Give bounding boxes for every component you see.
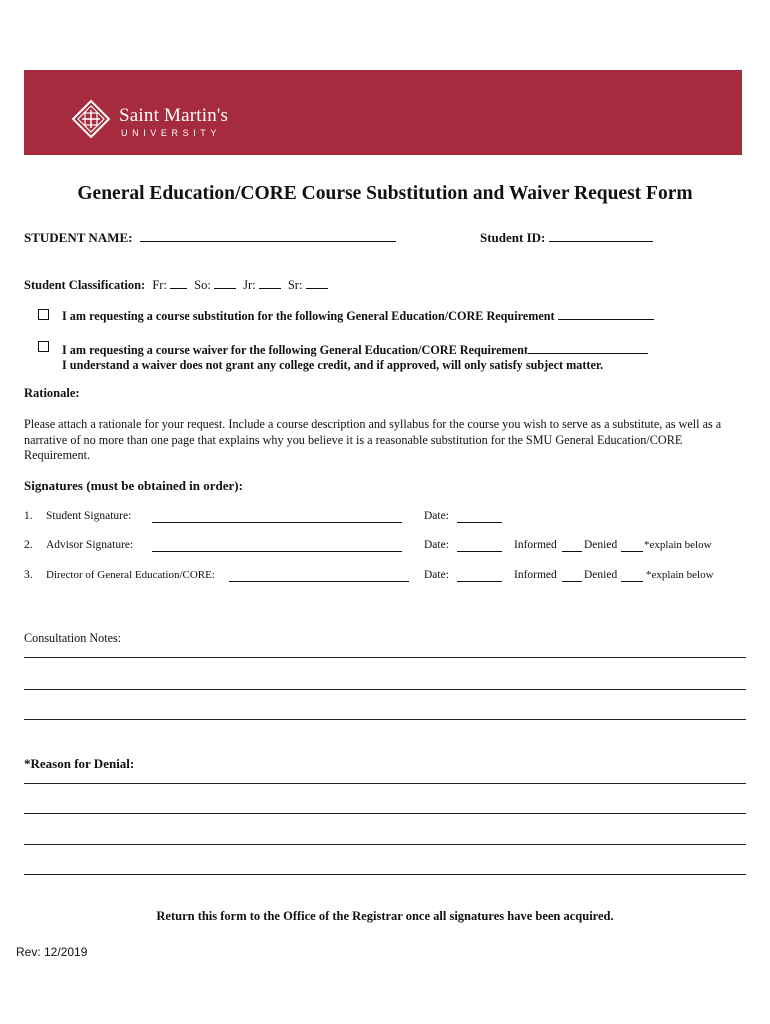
advisor-explain-note: *explain below (644, 539, 712, 551)
director-date-label: Date: (424, 569, 449, 581)
class-option-sr: Sr: (287, 278, 303, 292)
substitution-checkbox[interactable] (38, 309, 49, 320)
director-informed-label: Informed (514, 569, 557, 581)
substitution-request (62, 307, 654, 324)
revision-label: Rev: 12/2019 (16, 945, 88, 959)
substitution-request-text: I am requesting a course substitution for the following General Education/CORE Requirement (62, 309, 555, 323)
advisor-informed-label: Informed (514, 539, 557, 551)
class-option-jr: Jr: (243, 278, 256, 292)
director-date-field[interactable] (457, 569, 502, 582)
class-jr-field[interactable] (259, 276, 281, 289)
student-id-label: Student ID: (480, 230, 546, 245)
advisor-denied-field[interactable] (621, 539, 643, 552)
student-name-label: STUDENT NAME: (24, 230, 133, 245)
footer-instruction: Return this form to the Office of the Registrar once all signatures have been acquired. (156, 909, 614, 923)
waiver-checkbox[interactable] (38, 341, 49, 352)
director-informed-field[interactable] (562, 569, 582, 582)
classification-row: Student Classification: Fr: So: Jr: Sr: (24, 276, 328, 293)
signatures-heading: Signatures (must be obtained in order): (24, 478, 243, 493)
signature-row-3 (24, 569, 714, 581)
denial-line-2[interactable] (24, 813, 746, 814)
signature-row-2 (24, 539, 712, 551)
student-id-field[interactable] (549, 229, 653, 242)
signature-num-1: 1. (24, 510, 33, 522)
classification-label: Student Classification (24, 278, 142, 292)
student-id-row (480, 229, 653, 246)
student-signature-label: Student Signature: (46, 510, 132, 522)
advisor-signature-field[interactable] (152, 539, 402, 552)
director-signature-field[interactable] (229, 569, 409, 582)
consultation-line-2[interactable] (24, 689, 746, 690)
advisor-informed-field[interactable] (562, 539, 582, 552)
class-so-field[interactable] (214, 276, 236, 289)
consultation-line-3[interactable] (24, 719, 746, 720)
student-date-label: Date: (424, 510, 449, 522)
rationale-heading: Rationale: (24, 386, 80, 400)
class-option-fr: Fr: (152, 278, 167, 292)
student-name-field[interactable] (140, 229, 396, 242)
rationale-text: Please attach a rationale for your request. Include a course description and syllabus for the course you wish to serve as a substitute, as well as a narrative of no more than one page that explains why you believe it is a reasonable substitution for the SMU General Education/CORE Requirement. (24, 417, 722, 462)
consultation-notes-label: Consultation Notes: (24, 631, 122, 645)
waiver-requirement-field[interactable] (528, 341, 648, 354)
waiver-request-text: I am requesting a course waiver for the following General Education/CORE Requirement (62, 343, 528, 357)
signature-num-3: 3. (24, 569, 33, 581)
advisor-date-field[interactable] (457, 539, 502, 552)
form-title: General Education/CORE Course Substitution and Waiver Request Form (77, 183, 693, 204)
header-banner (24, 70, 742, 155)
denial-reason-label: *Reason for Denial: (24, 756, 135, 771)
class-sr-field[interactable] (306, 276, 328, 289)
advisor-date-label: Date: (424, 539, 449, 551)
student-date-field[interactable] (457, 510, 502, 523)
consultation-line-1[interactable] (24, 657, 746, 658)
director-signature-label: Director of General Education/CORE: (46, 569, 215, 581)
waiver-note: I understand a waiver does not grant any college credit, and if approved, will only satisfy subject matter. (62, 358, 604, 372)
denial-line-1[interactable] (24, 783, 746, 784)
director-explain-note: *explain below (646, 569, 714, 581)
signature-num-2: 2. (24, 539, 33, 551)
waiver-request (62, 341, 648, 373)
university-name: Saint Martin's (119, 105, 229, 126)
advisor-signature-label: Advisor Signature: (46, 539, 134, 551)
denial-line-3[interactable] (24, 844, 746, 845)
signature-row-1 (24, 510, 449, 522)
class-option-so: So: (194, 278, 211, 292)
student-signature-field[interactable] (152, 510, 402, 523)
class-fr-field[interactable] (170, 276, 187, 289)
university-seal-icon (72, 100, 110, 138)
university-subtitle: UNIVERSITY (121, 128, 222, 138)
substitution-requirement-field[interactable] (558, 307, 654, 320)
denial-line-4[interactable] (24, 874, 746, 875)
director-denied-label: Denied (584, 569, 618, 581)
student-name-row (24, 229, 396, 246)
director-denied-field[interactable] (621, 569, 643, 582)
advisor-denied-label: Denied (584, 539, 618, 551)
